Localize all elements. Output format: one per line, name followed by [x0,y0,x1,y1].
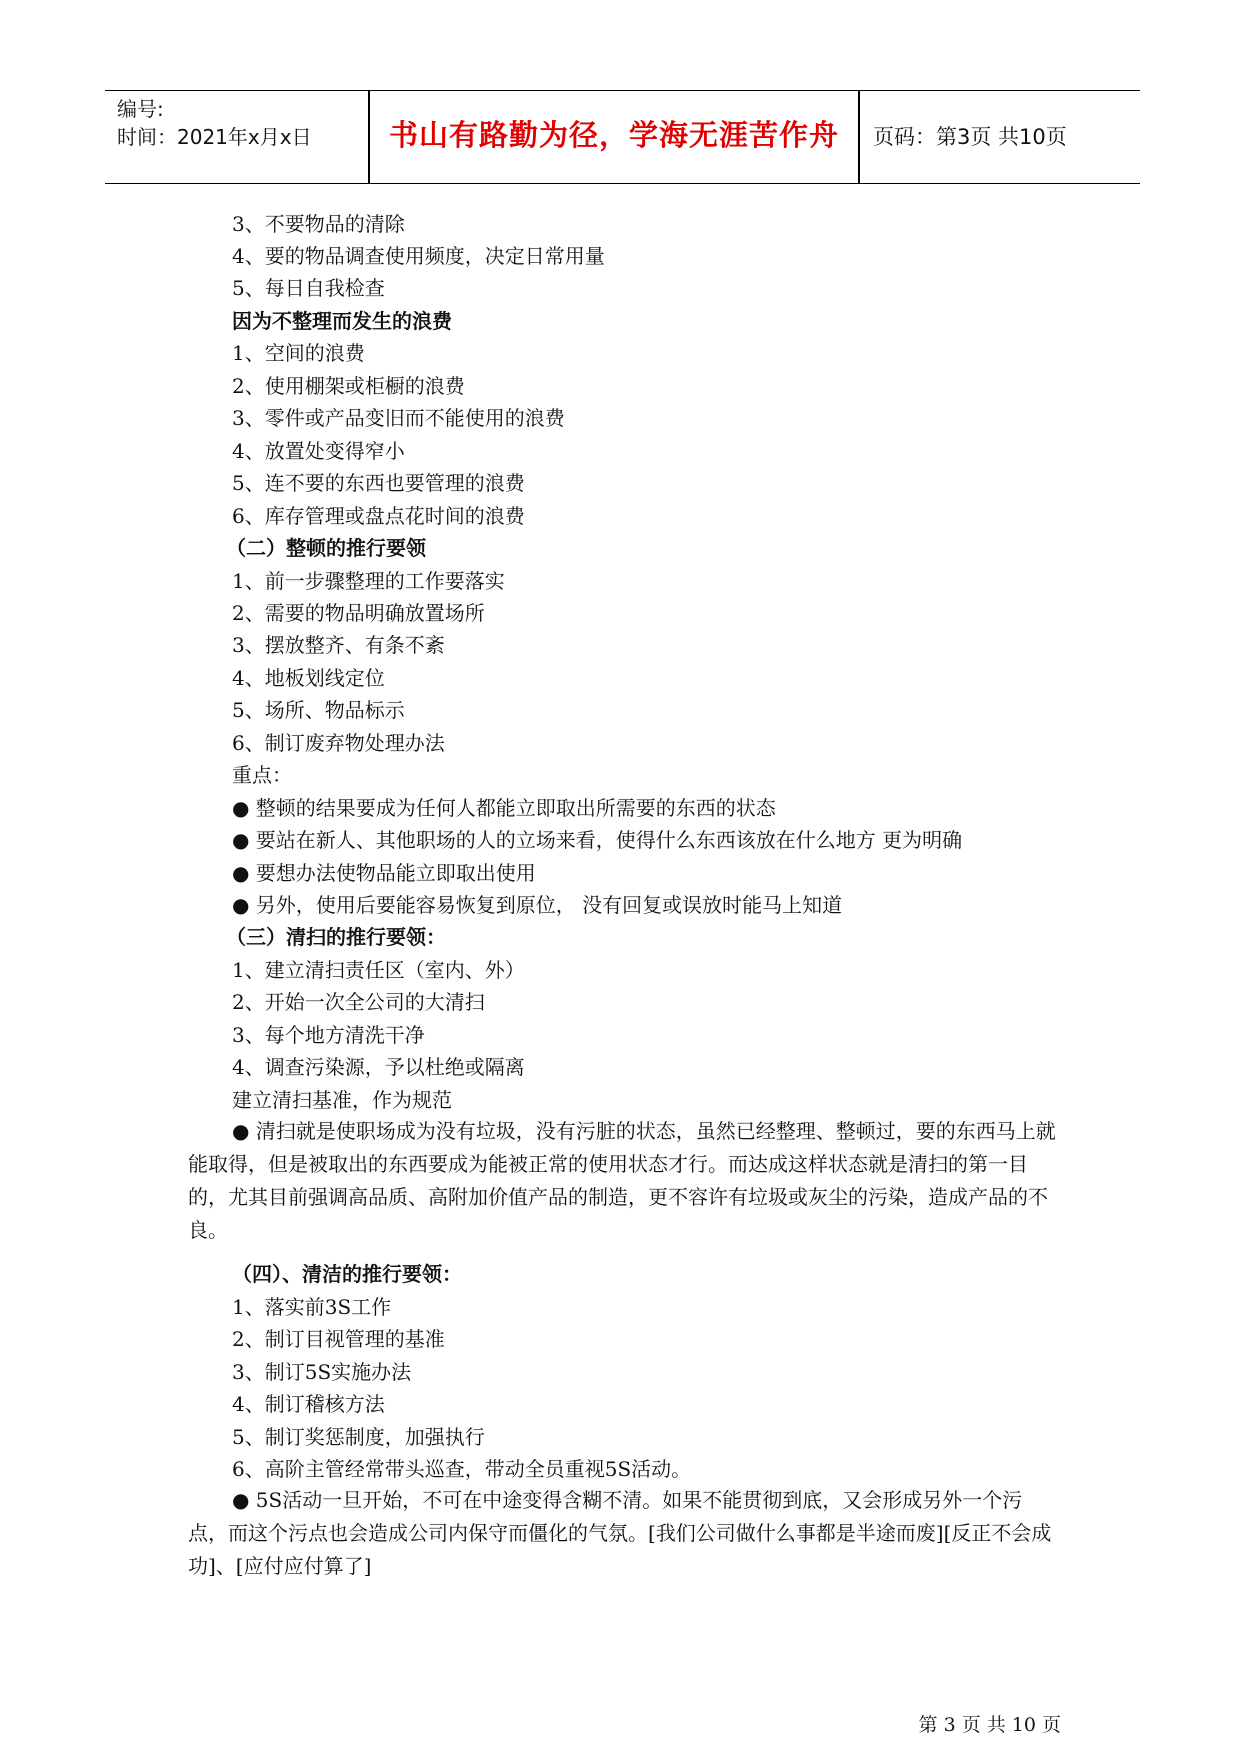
list-item: 3、制订5S实施办法 [232,1360,412,1384]
list-item: 3、不要物品的清除 [232,212,405,236]
paragraph-text: ● 清扫就是使职场成为没有垃圾，没有污脏的状态，虽然已经整理、整顿过，要的东西马上就能取得，但是被取出的东西要成为能被正常的使用状态才行。而达成这样状态就是清扫的第一目的，尤其目前强调高品质、高附加价值产品的制造，更不容许有垃圾或灰尘的污染，造成产品的不良。 [188,1119,1056,1242]
list-item: 5、每日自我检查 [232,276,385,300]
list-item: 1、前一步骤整理的工作要落实 [232,569,505,593]
list-item: 4、调查污染源，予以杜绝或隔离 [232,1055,525,1079]
section-heading: 因为不整理而发生的浪费 [232,309,452,333]
list-item: 1、建立清扫责任区（室内、外） [232,958,525,982]
list-item: 3、摆放整齐、有条不紊 [232,633,445,657]
bullet-item: ● 要想办法使物品能立即取出使用 [232,861,536,885]
header-meta [117,91,367,183]
paragraph-text: ● 5S活动一旦开始，不可在中途变得含糊不清。如果不能贯彻到底，又会形成另外一个污点，而这个污点也会造成公司内保守而僵化的气氛。[我们公司做什么事都是半途而废][反正不会成功]、[应付应付算了] [188,1488,1052,1578]
list-item: 1、落实前3S工作 [232,1295,392,1319]
header-divider [858,91,860,183]
section-heading: （三）清扫的推行要领： [226,925,446,949]
list-item: 4、要的物品调查使用频度，决定日常用量 [232,244,605,268]
key-points-label: 重点： [232,763,292,787]
list-item: 5、制订奖惩制度，加强执行 [232,1425,485,1449]
list-item: 3、每个地方清洗干净 [232,1023,425,1047]
list-item: 2、制订目视管理的基准 [232,1327,445,1351]
list-item: 5、连不要的东西也要管理的浪费 [232,471,525,495]
paragraph [188,1484,1058,1583]
list-item: 6、库存管理或盘点花时间的浪费 [232,504,525,528]
list-item: 3、零件或产品变旧而不能使用的浪费 [232,406,565,430]
bullet-item: ● 另外，使用后要能容易恢复到原位， 没有回复或误放时能马上知道 [232,893,843,917]
page-header [105,90,1140,184]
list-item: 2、开始一次全公司的大清扫 [232,990,485,1014]
list-item: 1、空间的浪费 [232,341,365,365]
list-item: 2、需要的物品明确放置场所 [232,601,485,625]
section-heading: （二）整顿的推行要领 [226,536,426,560]
list-item: 4、地板划线定位 [232,666,385,690]
list-item: 5、场所、物品标示 [232,698,405,722]
header-motto: 书山有路勤为径，学海无涯苦作舟 [388,118,839,152]
list-item: 2、使用棚架或柜橱的浪费 [232,374,465,398]
bullet-item: ● 整顿的结果要成为任何人都能立即取出所需要的东西的状态 [232,796,776,820]
list-item: 4、放置处变得窄小 [232,439,405,463]
list-item: 6、高阶主管经常带头巡查，带动全员重视5S活动。 [232,1457,692,1481]
time-label: 时间：2021年x月x日 [117,125,312,149]
section-heading: （四）、清洁的推行要领： [232,1262,462,1286]
page-footer: 第 3 页 共 10 页 [918,1714,1061,1736]
header-page-code: 页码：第3页 共10页 [873,125,1067,149]
bullet-item: ● 要站在新人、其他职场的人的立场来看，使得什么东西该放在什么地方 更为明确 [232,828,963,852]
list-item: 建立清扫基准，作为规范 [232,1088,452,1112]
paragraph [188,1115,1058,1247]
list-item: 4、制订稽核方法 [232,1392,385,1416]
list-item: 6、制订废弃物处理办法 [232,731,445,755]
number-label: 编号: [117,97,164,121]
